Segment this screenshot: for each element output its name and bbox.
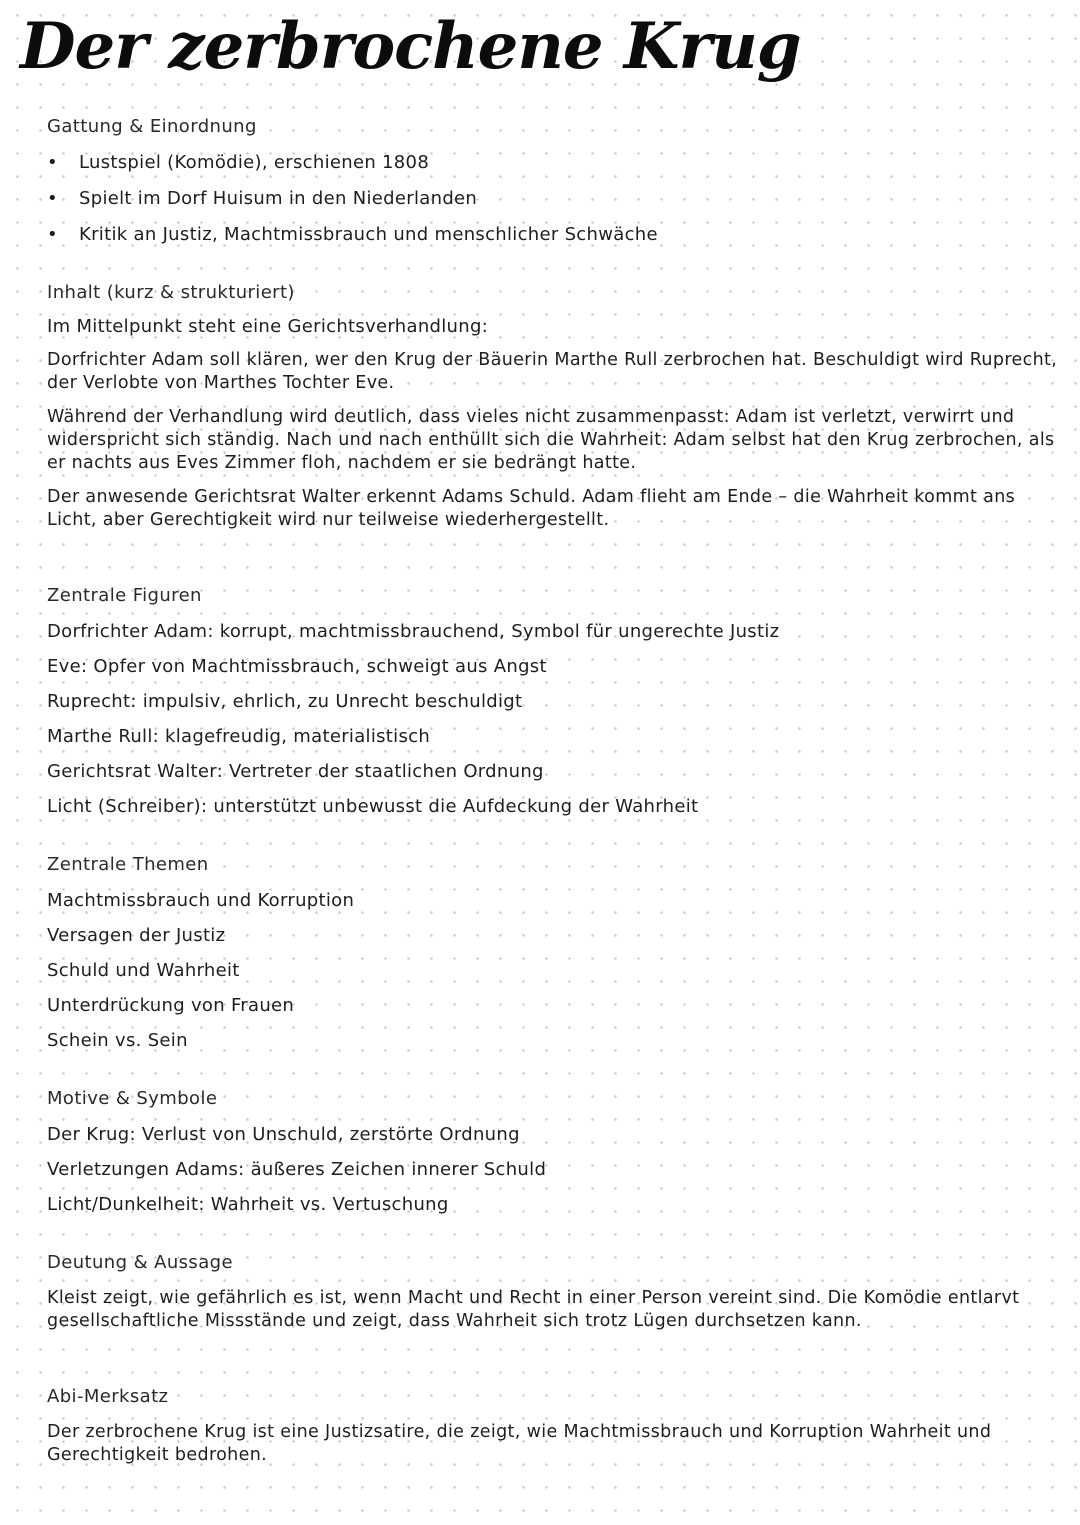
section-heading: Zentrale Themen xyxy=(47,854,209,875)
paragraph: Dorfrichter Adam soll klären, wer den Krug der Bäuerin Marthe Rull zerbrochen hat. Beschuldigt wird Ruprecht, der Verlobte von Marthes Tochter Eve. xyxy=(47,350,1058,393)
bullet-icon: • xyxy=(47,152,58,173)
list-item: Verletzungen Adams: äußeres Zeichen innerer Schuld xyxy=(47,1159,547,1180)
paragraph: Der anwesende Gerichtsrat Walter erkennt Adams Schuld. Adam flieht am Ende – die Wahrheit kommt ans Licht, aber Gerechtigkeit wird nur teilweise wiederhergestellt. xyxy=(47,487,1016,530)
section-heading: Zentrale Figuren xyxy=(47,585,202,606)
section-motive xyxy=(47,1085,1062,1219)
list-item: Gerichtsrat Walter: Vertreter der staatlichen Ordnung xyxy=(47,761,544,782)
paragraph: Der zerbrochene Krug ist eine Justizsatire, die zeigt, wie Machtmissbrauch und Korruption Wahrheit und Gerechtigkeit bedrohen. xyxy=(47,1422,992,1465)
section-heading: Gattung & Einordnung xyxy=(47,116,257,137)
list-item: Dorfrichter Adam: korrupt, machtmissbrauchend, Symbol für ungerechte Justiz xyxy=(47,621,780,642)
paragraph: Kleist zeigt, wie gefährlich es ist, wenn Macht und Recht in einer Person vereint sind. Die Komödie entlarvt gesellschaftliche Missstände und zeigt, dass Wahrheit sich trotz Lügen durchsetzen kann. xyxy=(47,1288,1020,1331)
list-item: Ruprecht: impulsiv, ehrlich, zu Unrecht beschuldigt xyxy=(47,691,523,712)
bullet-item: • Kritik an Justiz, Machtmissbrauch und menschlicher Schwäche xyxy=(47,221,1062,249)
page-title: Der zerbrochene Krug xyxy=(20,9,801,84)
list-item: Licht/Dunkelheit: Wahrheit vs. Vertuschung xyxy=(47,1194,449,1215)
list-item: Der Krug: Verlust von Unschuld, zerstörte Ordnung xyxy=(47,1124,520,1145)
text-line: Im Mittelpunkt steht eine Gerichtsverhandlung: xyxy=(47,316,489,337)
list-item: Versagen der Justiz xyxy=(47,925,226,946)
notes-content xyxy=(47,113,1062,1467)
list-item: Licht (Schreiber): unterstützt unbewusst die Aufdeckung der Wahrheit xyxy=(47,796,699,817)
list-item: Unterdrückung von Frauen xyxy=(47,995,295,1016)
section-gattung xyxy=(47,113,1062,249)
section-inhalt xyxy=(47,279,1062,532)
list-item: Schein vs. Sein xyxy=(47,1030,188,1051)
list-item: Marthe Rull: klagefreudig, materialistisch xyxy=(47,726,431,747)
section-merksatz xyxy=(47,1383,1062,1467)
section-deutung xyxy=(47,1249,1062,1333)
bullet-item: • Lustspiel (Komödie), erschienen 1808 xyxy=(47,149,1062,177)
bullet-item: • Spielt im Dorf Huisum in den Niederlanden xyxy=(47,185,1062,213)
section-heading: Deutung & Aussage xyxy=(47,1252,233,1273)
section-heading: Motive & Symbole xyxy=(47,1088,218,1109)
list-item: Machtmissbrauch und Korruption xyxy=(47,890,355,911)
section-figuren xyxy=(47,582,1062,821)
section-heading: Abi-Merksatz xyxy=(47,1386,169,1407)
bullet-list xyxy=(47,149,1062,249)
list-item: Eve: Opfer von Machtmissbrauch, schweigt aus Angst xyxy=(47,656,547,677)
section-themen xyxy=(47,851,1062,1055)
paragraph: Während der Verhandlung wird deutlich, dass vieles nicht zusammenpasst: Adam ist verletzt, verwirrt und widerspricht sich ständig. Nach und nach enthüllt sich die Wahrheit: Adam selbst hat den Krug zerbrochen, als er nachts aus Eves Zimmer floh, nachdem er sie bedrängt hatte. xyxy=(47,407,1055,473)
bullet-icon: • xyxy=(47,224,58,245)
list-item: Schuld und Wahrheit xyxy=(47,960,240,981)
bullet-icon: • xyxy=(47,188,58,209)
section-heading: Inhalt (kurz & strukturiert) xyxy=(47,282,295,303)
